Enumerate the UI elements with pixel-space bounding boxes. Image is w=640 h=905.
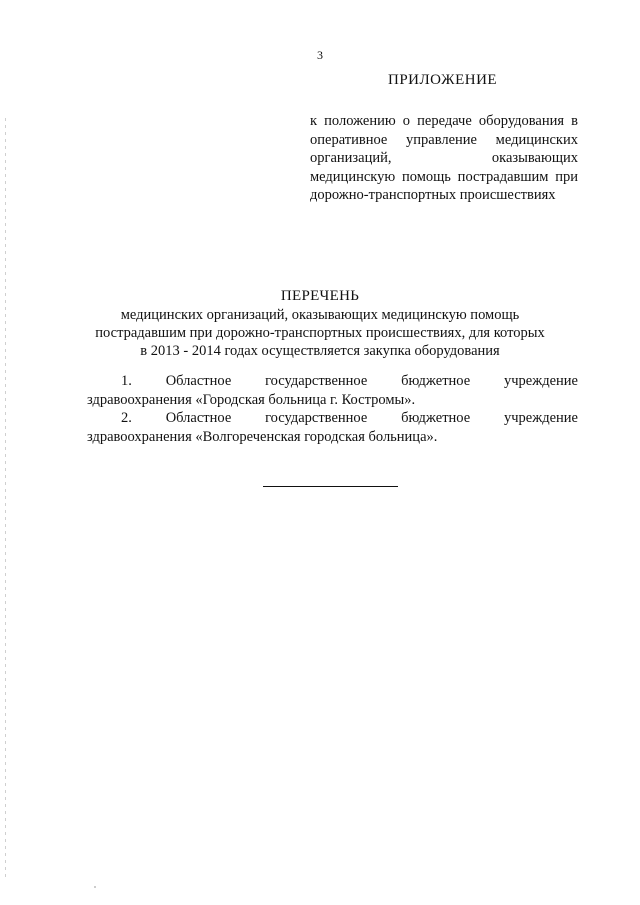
appendix-reference [310, 112, 578, 205]
scan-edge-artifact [5, 118, 6, 878]
list-item [87, 372, 578, 409]
list-item-second-line: здравоохранения «Волгореченская городская больница». [87, 428, 438, 445]
list-item [87, 409, 578, 446]
appendix-ref-line: к положению о передаче оборудования в [310, 113, 578, 129]
list-subtitle-line: медицинских организаций, оказывающих медицинскую помощь [120, 307, 520, 323]
scan-speck [94, 886, 96, 888]
list-item-first-line: 1. Областное государственное бюджетное учреждение [121, 373, 578, 389]
appendix-ref-line: организаций, оказывающих [310, 150, 578, 166]
organization-list [87, 372, 578, 446]
list-subtitle [60, 306, 580, 360]
page-number: 3 [317, 48, 323, 62]
list-item-second-line: здравоохранения «Городская больница г. Костромы». [87, 391, 416, 408]
appendix-ref-line: медицинскую помощь пострадавшим при [310, 168, 578, 185]
list-item-first-line: 2. Областное государственное бюджетное учреждение [121, 410, 578, 426]
appendix-title: ПРИЛОЖЕНИЕ [388, 72, 498, 88]
appendix-ref-line: дорожно-транспортных происшествиях [310, 187, 556, 203]
list-subtitle-line: пострадавшим при дорожно-транспортных происшествиях, для которых [95, 325, 545, 341]
appendix-ref-line: оперативное управление медицинских [310, 131, 578, 148]
end-divider [263, 486, 398, 487]
list-title: ПЕРЕЧЕНЬ [280, 288, 360, 304]
list-subtitle-line: в 2013 - 2014 годах осуществляется закупка оборудования [140, 343, 500, 359]
